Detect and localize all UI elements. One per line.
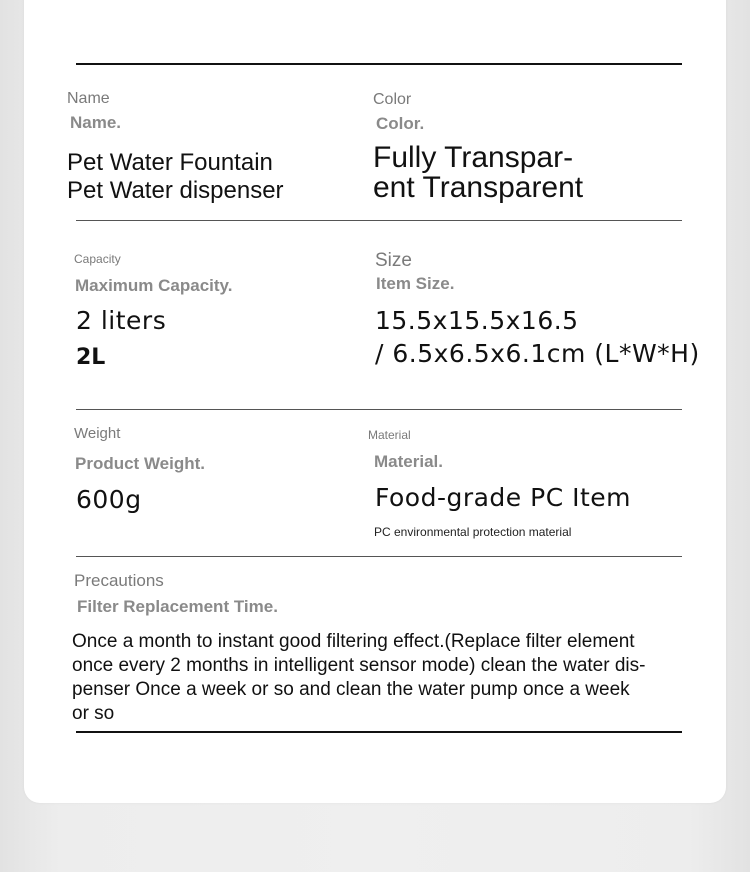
bottom-divider bbox=[76, 731, 682, 733]
material-label: Material bbox=[368, 428, 411, 442]
precautions-sublabel: Filter Replacement Time. bbox=[77, 597, 278, 616]
weight-value: 600g bbox=[76, 485, 142, 514]
capacity-value-alt: 2L bbox=[76, 345, 106, 370]
name-sublabel: Name. bbox=[70, 113, 122, 132]
color-label: Color bbox=[373, 91, 412, 108]
color-sublabel: Color. bbox=[376, 114, 425, 133]
precautions-line-2: once every 2 months in intelligent sensor mode) clean the water dis- bbox=[72, 655, 646, 676]
capacity-label: Capacity bbox=[74, 252, 121, 266]
size-value-line-1: 15.5x15.5x16.5 bbox=[375, 306, 579, 335]
weight-label: Weight bbox=[74, 425, 121, 442]
material-sublabel: Material. bbox=[374, 452, 443, 471]
precautions-text bbox=[72, 630, 684, 726]
material-note: PC environmental protection material bbox=[374, 525, 572, 539]
material-value: Food-grade PC Item bbox=[375, 483, 632, 512]
precautions-line-3: penser Once a week or so and clean the water pump once a week bbox=[72, 679, 630, 700]
divider-1 bbox=[76, 220, 682, 221]
name-value-line-2: Pet Water dispenser bbox=[67, 177, 284, 204]
capacity-value: 2 liters bbox=[76, 306, 167, 335]
name-value-line-1: Pet Water Fountain bbox=[67, 149, 273, 176]
size-value-line-2: / 6.5x6.5x6.1cm (L*W*H) bbox=[375, 339, 700, 368]
weight-sublabel: Product Weight. bbox=[75, 454, 206, 473]
precautions-label: Precautions bbox=[74, 571, 164, 590]
divider-3 bbox=[76, 556, 682, 557]
top-divider bbox=[76, 63, 682, 65]
precautions-line-4: or so bbox=[72, 703, 115, 724]
size-sublabel: Item Size. bbox=[376, 274, 455, 293]
size-label: Size bbox=[375, 250, 412, 271]
color-value-line-2: ent Transparent bbox=[373, 171, 584, 204]
color-value-line-1: Fully Transpar- bbox=[373, 141, 574, 174]
capacity-sublabel: Maximum Capacity. bbox=[75, 276, 233, 295]
name-label: Name bbox=[67, 90, 110, 107]
precautions-line-1: Once a month to instant good filtering effect.(Replace filter element bbox=[72, 631, 635, 652]
divider-2 bbox=[76, 409, 682, 410]
